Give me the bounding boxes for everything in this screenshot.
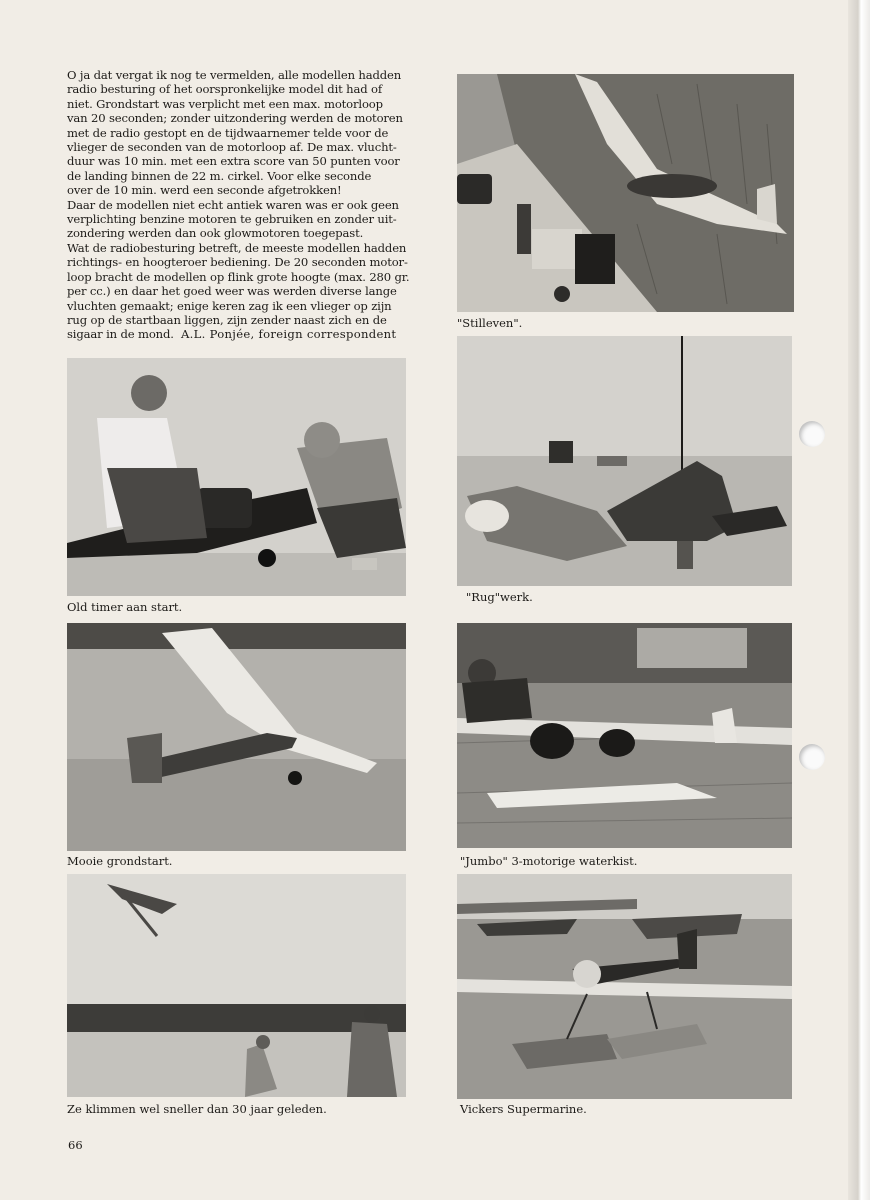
photo-vickers — [457, 874, 792, 1099]
punch-hole-bottom — [799, 744, 825, 770]
article-signature: A.L. Ponjée, foreign correspondent — [181, 327, 397, 341]
caption-vickers: Vickers Supermarine. — [460, 1102, 587, 1116]
photo-grondstart — [67, 623, 406, 851]
article-text: O ja dat vergat ik nog te vermelden, alle modellen hadden radio besturing of het oorspronkelijke model dit had of niet. Grondstart was verplicht met een max. motorloop van 20 seconden; zonder uitzondering werden de motoren met de radio gestopt en de tijdwaarnemer telde voor de vlieger de seconden van de motorloop af. De max. vlucht- duur was 10 min. met een extra score van 50 punten voor de landing binnen de 22 m. cirkel. Voor elke seconde over de 10 min. werd een seconde afgetrokken! Daar de modellen niet echt antiek waren was er ook geen verplichting benzine motoren te gebruiken en zonder uit- zondering werden dan ook glowmotoren toegepast. Wat de radiobesturing betreft, de meeste modellen hadden richtings- en hoogteroer bediening. De 20 seconden motor- loop bracht de modellen op flink grote hoogte (max. 280 gr. per cc.) en daar het goed weer was werden diverse lange vluchten gemaakt; enige keren zag ik een vlieger op zijn rug op de startbaan liggen, zijn zender naast zich en de sigaar in de mond. — [67, 68, 410, 342]
page-number: 66 — [68, 1138, 83, 1152]
caption-old-timer: Old timer aan start. — [67, 600, 183, 614]
page-edge — [848, 0, 870, 1200]
photo-old-timer — [67, 358, 406, 596]
caption-jumbo: "Jumbo" 3-motorige waterkist. — [460, 854, 638, 868]
caption-grondstart: Mooie grondstart. — [67, 854, 173, 868]
photo-stilleven — [457, 74, 794, 312]
article-body — [67, 68, 417, 342]
caption-stilleven: "Stilleven". — [457, 316, 523, 330]
caption-klimmen: Ze klimmen wel sneller dan 30 jaar geleden. — [67, 1102, 327, 1116]
caption-rugwerk: "Rug"werk. — [466, 590, 533, 604]
punch-hole-top — [799, 421, 825, 447]
photo-klimmen — [67, 874, 406, 1097]
photo-jumbo — [457, 623, 792, 848]
photo-rugwerk — [457, 336, 792, 586]
